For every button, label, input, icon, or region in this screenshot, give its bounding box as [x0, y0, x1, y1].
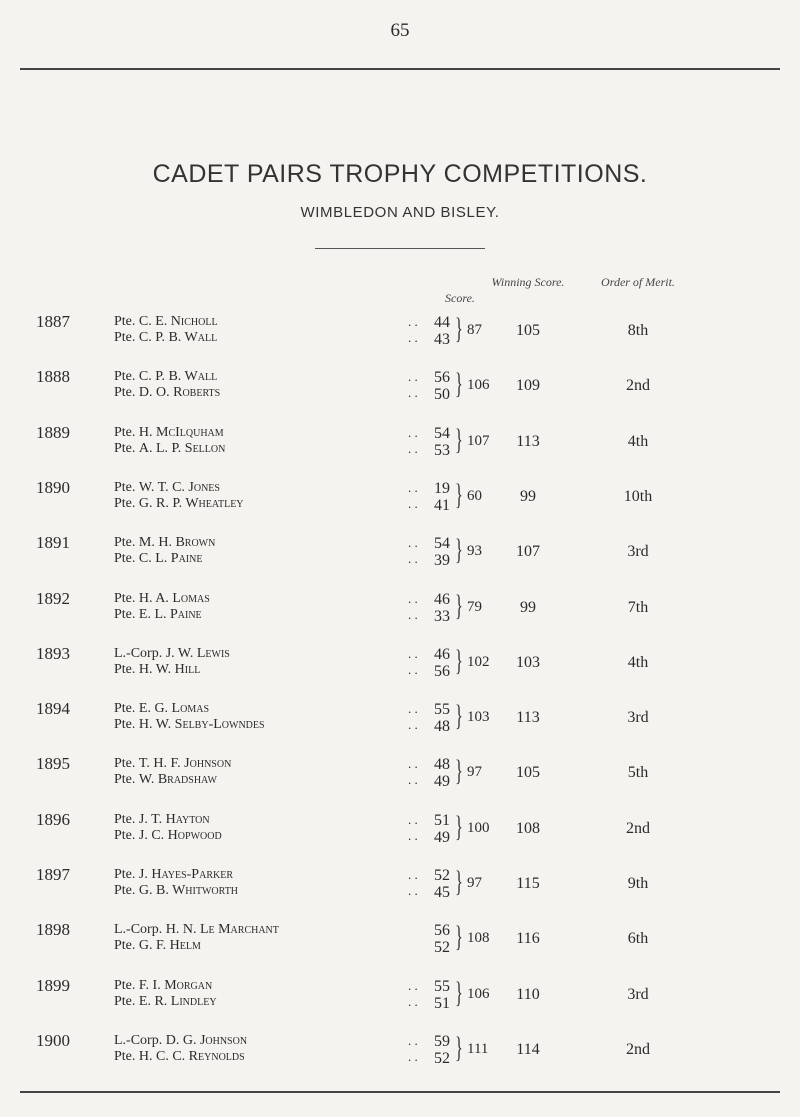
competitor-name: J. Hayes-Parker	[138, 867, 233, 882]
competitor-name: G. B. Whitworth	[138, 883, 239, 898]
competitor-name: J. W. Lewis	[165, 646, 230, 661]
pair-names	[114, 1033, 414, 1065]
competitor-name: G. R. P. Wheatley	[138, 496, 244, 511]
leader-dots: . . . .	[408, 480, 418, 511]
page-subtitle: WIMBLEDON AND BISLEY.	[300, 204, 500, 221]
order-of-merit: 3rd	[627, 543, 649, 560]
order-of-merit: 10th	[623, 488, 653, 505]
individual-score: 59	[434, 1033, 450, 1050]
pair-total: 106	[467, 377, 490, 393]
table-row	[0, 587, 800, 637]
competitor-name: M. H. Brown	[138, 535, 216, 550]
competitor-name: J. T. Hayton	[138, 812, 210, 827]
competitor-rank: Pte.	[114, 385, 136, 400]
table-row	[0, 752, 800, 802]
table-row	[0, 863, 800, 913]
competitor	[114, 867, 414, 883]
pair-names	[114, 646, 414, 678]
pair-names	[114, 701, 414, 733]
individual-scores	[434, 978, 450, 1012]
individual-score: 54	[434, 425, 450, 442]
competitor	[114, 938, 414, 954]
individual-scores	[434, 1033, 450, 1067]
pair-total: 102	[467, 654, 490, 670]
brace-glyph: }	[455, 423, 463, 456]
individual-score: 55	[434, 978, 450, 995]
brace-glyph: }	[455, 1031, 463, 1064]
competitor-rank: Pte.	[114, 701, 136, 716]
pair-total: 107	[467, 433, 490, 449]
competitor-rank: Pte.	[114, 330, 136, 345]
winning-score: 99	[520, 488, 536, 505]
competitor-name: W. Bradshaw	[138, 772, 217, 787]
year-cell: 1889	[36, 423, 70, 442]
competitor	[114, 772, 414, 788]
pair-total: 106	[467, 986, 490, 1002]
order-of-merit: 7th	[627, 599, 649, 616]
individual-score: 39	[434, 552, 450, 569]
individual-score: 33	[434, 608, 450, 625]
year-cell: 1891	[36, 533, 70, 552]
pair-total: 100	[467, 820, 490, 836]
individual-scores	[434, 314, 450, 348]
pair-names	[114, 535, 414, 567]
order-of-merit: 9th	[627, 875, 649, 892]
brace-glyph: }	[455, 865, 463, 898]
individual-score: 48	[434, 756, 450, 773]
brace-glyph: }	[455, 589, 463, 622]
winning-score: 113	[516, 709, 540, 726]
competitor-rank: Pte.	[114, 314, 136, 329]
competitor-name: C. L. Paine	[138, 551, 203, 566]
competitor-name: H. C. C. Reynolds	[138, 1049, 245, 1064]
pair-names	[114, 314, 414, 346]
competitor	[114, 828, 414, 844]
individual-score: 52	[434, 867, 450, 884]
competitor	[114, 922, 414, 938]
competitor-rank: Pte.	[114, 867, 136, 882]
individual-scores	[434, 922, 450, 956]
table-row	[0, 421, 800, 471]
competitor	[114, 535, 414, 551]
winning-score: 108	[516, 820, 540, 837]
competitor-rank: Pte.	[114, 607, 136, 622]
year-cell: 1892	[36, 589, 70, 608]
table-row	[0, 697, 800, 747]
competitor-rank: Pte.	[114, 496, 136, 511]
winning-score: 105	[516, 764, 540, 781]
year-cell: 1900	[36, 1031, 70, 1050]
order-of-merit: 8th	[627, 322, 649, 339]
competitor-rank: Pte.	[114, 425, 136, 440]
winning-score: 109	[516, 377, 540, 394]
pair-names	[114, 425, 414, 457]
competitor-name: W. T. C. Jones	[138, 480, 220, 495]
brace-glyph: }	[455, 367, 463, 400]
competitor-name: A. L. P. Sellon	[138, 441, 226, 456]
table-row	[0, 531, 800, 581]
competitor-name: H. W. Hill	[138, 662, 201, 677]
header-score: Score.	[445, 291, 475, 305]
table-row	[0, 918, 800, 968]
year-cell: 1896	[36, 810, 70, 829]
year-cell: 1893	[36, 644, 70, 663]
individual-scores	[434, 480, 450, 514]
competitor	[114, 701, 414, 717]
individual-scores	[434, 756, 450, 790]
individual-scores	[434, 701, 450, 735]
individual-score: 44	[434, 314, 450, 331]
competitor	[114, 441, 414, 457]
competitor-name: D. O. Roberts	[138, 385, 221, 400]
order-of-merit: 2nd	[626, 377, 650, 394]
competitor	[114, 1049, 414, 1065]
pair-names	[114, 369, 414, 401]
competitor-name: C. P. B. Wall	[138, 330, 218, 345]
individual-score: 46	[434, 646, 450, 663]
individual-score: 52	[434, 1050, 450, 1067]
winning-score: 103	[516, 654, 540, 671]
order-of-merit: 3rd	[627, 986, 649, 1003]
leader-dots: . . . .	[408, 867, 418, 898]
brace-glyph: }	[455, 920, 463, 953]
order-of-merit: 2nd	[626, 1041, 650, 1058]
winning-score: 116	[516, 930, 540, 947]
individual-scores	[434, 425, 450, 459]
competitor-name: D. G. Johnson	[165, 1033, 248, 1048]
competitor-rank: L.-Corp.	[114, 1033, 163, 1048]
individual-score: 19	[434, 480, 450, 497]
competitor	[114, 994, 414, 1010]
competitor-name: J. C. Hopwood	[138, 828, 222, 843]
competitor-rank: Pte.	[114, 883, 136, 898]
competitor-name: G. F. Helm	[138, 938, 201, 953]
competitor	[114, 646, 414, 662]
leader-dots: . . . .	[408, 646, 418, 677]
brace-glyph: }	[455, 644, 463, 677]
individual-score: 51	[434, 812, 450, 829]
individual-score: 52	[434, 939, 450, 956]
pair-total: 97	[467, 764, 482, 780]
competitor-name: T. H. F. Johnson	[138, 756, 232, 771]
competitor	[114, 330, 414, 346]
page-title: CADET PAIRS TROPHY COMPETITIONS.	[152, 160, 648, 188]
individual-score: 56	[434, 922, 450, 939]
competitor	[114, 1033, 414, 1049]
table-row	[0, 1029, 800, 1079]
competitor	[114, 369, 414, 385]
competitor-rank: Pte.	[114, 772, 136, 787]
competitor	[114, 662, 414, 678]
title-divider	[315, 248, 485, 249]
competitor	[114, 425, 414, 441]
pair-total: 103	[467, 709, 490, 725]
order-of-merit: 6th	[627, 930, 649, 947]
year-cell: 1898	[36, 920, 70, 939]
order-of-merit: 2nd	[626, 820, 650, 837]
leader-dots: . . . .	[408, 1033, 418, 1064]
pair-names	[114, 978, 414, 1010]
pair-names	[114, 591, 414, 623]
individual-score: 49	[434, 773, 450, 790]
competitor-name: C. E. Nicholl	[138, 314, 218, 329]
pair-total: 97	[467, 875, 482, 891]
competitor-rank: Pte.	[114, 591, 136, 606]
competitor-name: F. I. Morgan	[138, 978, 213, 993]
pair-names	[114, 756, 414, 788]
pair-names	[114, 867, 414, 899]
competitor	[114, 607, 414, 623]
competitor-rank: Pte.	[114, 441, 136, 456]
order-of-merit: 3rd	[627, 709, 649, 726]
brace-glyph: }	[455, 478, 463, 511]
competitor	[114, 756, 414, 772]
competitor	[114, 978, 414, 994]
brace-glyph: }	[455, 810, 463, 843]
competitor	[114, 591, 414, 607]
competitor-name: E. G. Lomas	[138, 701, 210, 716]
competitor-rank: Pte.	[114, 535, 136, 550]
individual-score: 54	[434, 535, 450, 552]
brace-glyph: }	[455, 312, 463, 345]
competitor-name: H. W. Selby-Lowndes	[138, 717, 265, 732]
individual-score: 51	[434, 995, 450, 1012]
individual-scores	[434, 369, 450, 403]
competitor-name: E. L. Paine	[138, 607, 202, 622]
competitor-name: C. P. B. Wall	[138, 369, 218, 384]
year-cell: 1895	[36, 754, 70, 773]
winning-score: 110	[516, 986, 540, 1003]
competitor-name: E. R. Lindley	[138, 994, 217, 1009]
individual-scores	[434, 591, 450, 625]
individual-score: 56	[434, 663, 450, 680]
competitor	[114, 314, 414, 330]
pair-total: 111	[467, 1041, 489, 1057]
competitor	[114, 717, 414, 733]
winning-score: 113	[516, 433, 540, 450]
pair-total: 79	[467, 599, 482, 615]
competitor	[114, 883, 414, 899]
winning-score: 105	[516, 322, 540, 339]
table-row	[0, 642, 800, 692]
individual-scores	[434, 535, 450, 569]
competitor-name: H. N. Le Marchant	[165, 922, 279, 937]
year-cell: 1888	[36, 367, 70, 386]
individual-score: 43	[434, 331, 450, 348]
leader-dots: . . . .	[408, 314, 418, 345]
competitor	[114, 551, 414, 567]
competitor-rank: L.-Corp.	[114, 646, 163, 661]
winning-score: 114	[516, 1041, 540, 1058]
winning-score: 115	[516, 875, 540, 892]
competitor-rank: Pte.	[114, 978, 136, 993]
leader-dots: . . . .	[408, 369, 418, 400]
brace-glyph: }	[455, 533, 463, 566]
individual-score: 46	[434, 591, 450, 608]
leader-dots: . . . .	[408, 591, 418, 622]
individual-score: 53	[434, 442, 450, 459]
competitor-rank: Pte.	[114, 551, 136, 566]
competitor	[114, 480, 414, 496]
year-cell: 1894	[36, 699, 70, 718]
bottom-rule	[20, 1091, 780, 1093]
top-rule	[20, 68, 780, 70]
table-row	[0, 365, 800, 415]
individual-score: 45	[434, 884, 450, 901]
header-winning-score: Winning Score.	[491, 275, 565, 289]
leader-dots: . . . .	[408, 756, 418, 787]
pair-total: 108	[467, 930, 490, 946]
year-cell: 1897	[36, 865, 70, 884]
individual-scores	[434, 812, 450, 846]
order-of-merit: 4th	[627, 654, 649, 671]
order-of-merit: 5th	[627, 764, 649, 781]
competitor	[114, 496, 414, 512]
year-cell: 1899	[36, 976, 70, 995]
year-cell: 1890	[36, 478, 70, 497]
competitor	[114, 385, 414, 401]
individual-score: 49	[434, 829, 450, 846]
competitor-rank: Pte.	[114, 938, 136, 953]
pair-names	[114, 480, 414, 512]
pair-names	[114, 812, 414, 844]
competitor-rank: Pte.	[114, 717, 136, 732]
winning-score: 99	[520, 599, 536, 616]
brace-glyph: }	[455, 754, 463, 787]
leader-dots: . . . .	[408, 978, 418, 1009]
individual-scores	[434, 867, 450, 901]
individual-score: 55	[434, 701, 450, 718]
table-row	[0, 974, 800, 1024]
individual-scores	[434, 646, 450, 680]
order-of-merit: 4th	[627, 433, 649, 450]
winning-score: 107	[516, 543, 540, 560]
competitor-name: H. A. Lomas	[138, 591, 210, 606]
pair-total: 87	[467, 322, 482, 338]
brace-glyph: }	[455, 699, 463, 732]
table-row	[0, 310, 800, 360]
individual-score: 56	[434, 369, 450, 386]
leader-dots: . . . .	[408, 812, 418, 843]
header-order-of-merit: Order of Merit.	[601, 275, 675, 289]
table-row	[0, 476, 800, 526]
pair-names	[114, 922, 414, 954]
pair-total: 60	[467, 488, 482, 504]
competitor-rank: L.-Corp.	[114, 922, 163, 937]
page-number: 65	[390, 20, 410, 41]
table-row	[0, 808, 800, 858]
leader-dots: . . . .	[408, 425, 418, 456]
individual-score: 48	[434, 718, 450, 735]
individual-score: 41	[434, 497, 450, 514]
leader-dots: . . . .	[408, 535, 418, 566]
competitor-rank: Pte.	[114, 812, 136, 827]
competitor-rank: Pte.	[114, 369, 136, 384]
competitor-rank: Pte.	[114, 662, 136, 677]
individual-score: 50	[434, 386, 450, 403]
competitor-rank: Pte.	[114, 480, 136, 495]
competitor-rank: Pte.	[114, 756, 136, 771]
competitor-rank: Pte.	[114, 828, 136, 843]
competitor-rank: Pte.	[114, 994, 136, 1009]
competitor-rank: Pte.	[114, 1049, 136, 1064]
brace-glyph: }	[455, 976, 463, 1009]
year-cell: 1887	[36, 312, 70, 331]
competitor-name: H. McIlquham	[138, 425, 224, 440]
competitor	[114, 812, 414, 828]
leader-dots: . . . .	[408, 701, 418, 732]
pair-total: 93	[467, 543, 482, 559]
